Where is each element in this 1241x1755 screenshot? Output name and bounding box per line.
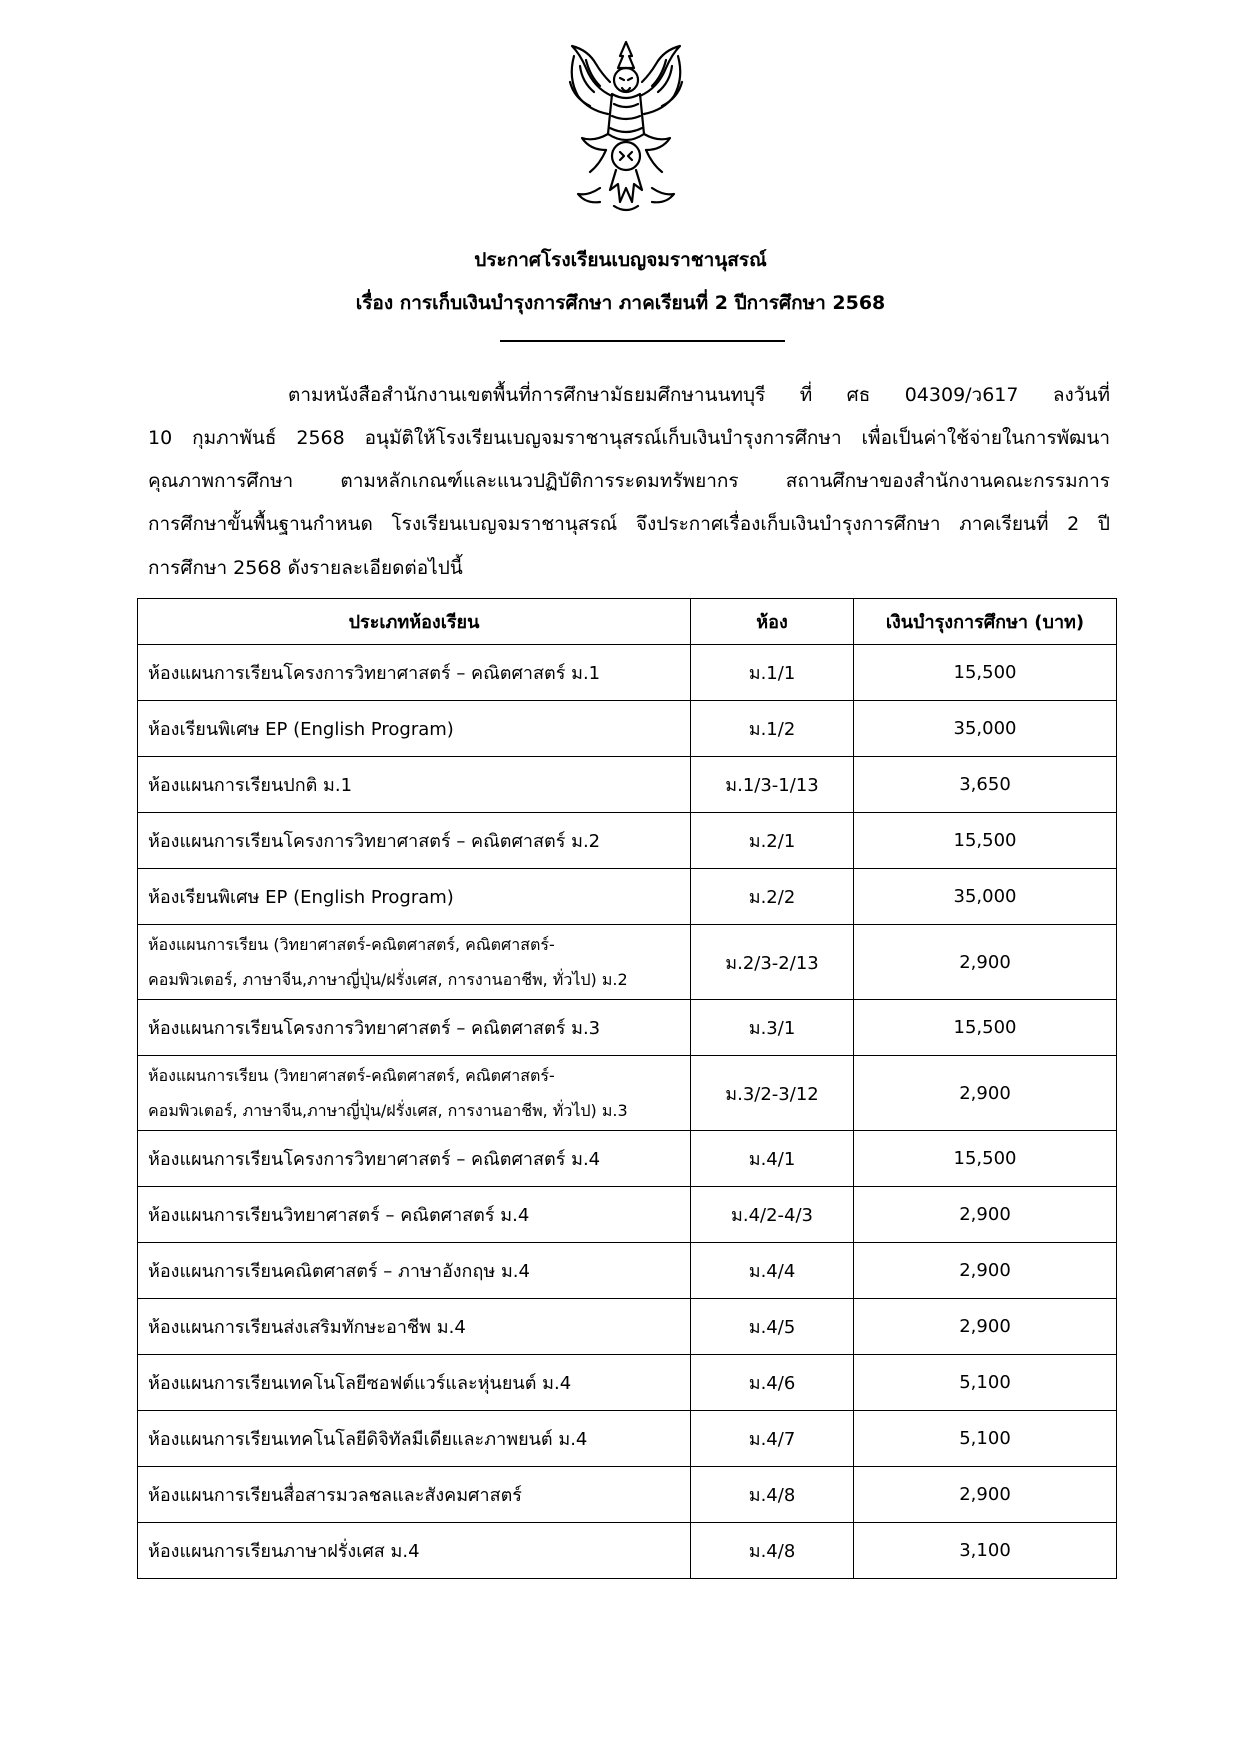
room-type: ห้องเรียนพิเศษ EP (English Program) — [138, 701, 691, 757]
room-type: ห้องแผนการเรียนโครงการวิทยาศาสตร์ – คณิตศาสตร์ ม.2 — [138, 813, 691, 869]
room: ม.1/1 — [691, 645, 854, 701]
fee: 35,000 — [854, 869, 1117, 925]
room-type-line: ห้องแผนการเรียน (วิทยาศาสตร์-คณิตศาสตร์, คณิตศาสตร์- — [148, 1066, 555, 1085]
room-type: ห้องแผนการเรียนโครงการวิทยาศาสตร์ – คณิตศาสตร์ ม.3 — [138, 1000, 691, 1056]
table-row — [138, 1299, 1117, 1355]
room-type: ห้องแผนการเรียนเทคโนโลยีดิจิทัลมีเดียและภาพยนต์ ม.4 — [138, 1411, 691, 1467]
room-type-line: คอมพิวเตอร์, ภาษาจีน,ภาษาญี่ปุ่น/ฝรั่งเศส, การงานอาชีพ, ทั่วไป) ม.3 — [148, 1101, 628, 1120]
fee: 2,900 — [854, 1056, 1117, 1131]
room-type: ห้องแผนการเรียนวิทยาศาสตร์ – คณิตศาสตร์ ม.4 — [138, 1187, 691, 1243]
room-type-line: ห้องแผนการเรียน (วิทยาศาสตร์-คณิตศาสตร์, คณิตศาสตร์- — [148, 935, 555, 954]
table-row — [138, 925, 1117, 1000]
table-row — [138, 813, 1117, 869]
announcement-title: ประกาศโรงเรียนเบญจมราชานุสรณ์ — [474, 249, 767, 271]
room-type: ห้องแผนการเรียนโครงการวิทยาศาสตร์ – คณิตศาสตร์ ม.1 — [138, 645, 691, 701]
room: ม.2/1 — [691, 813, 854, 869]
room: ม.4/1 — [691, 1131, 854, 1187]
title-divider — [500, 340, 785, 342]
room: ม.3/2-3/12 — [691, 1056, 854, 1131]
announcement-subject: เรื่อง การเก็บเงินบำรุงการศึกษา ภาคเรียนที่ 2 ปีการศึกษา 2568 — [355, 292, 886, 314]
fee: 15,500 — [854, 1000, 1117, 1056]
table-row — [138, 1000, 1117, 1056]
header-fee: เงินบำรุงการศึกษา (บาท) — [854, 599, 1117, 645]
room-type: ห้องแผนการเรียนคณิตศาสตร์ – ภาษาอังกฤษ ม.4 — [138, 1243, 691, 1299]
fee: 2,900 — [854, 1467, 1117, 1523]
room-type — [138, 1056, 691, 1131]
fee: 15,500 — [854, 1131, 1117, 1187]
table-row — [138, 757, 1117, 813]
table-row — [138, 1411, 1117, 1467]
table-row — [138, 1467, 1117, 1523]
table-row — [138, 645, 1117, 701]
fee: 5,100 — [854, 1411, 1117, 1467]
table-row — [138, 869, 1117, 925]
garuda-emblem-icon — [560, 38, 692, 218]
table-row — [138, 1056, 1117, 1131]
fee: 2,900 — [854, 925, 1117, 1000]
room-type: ห้องเรียนพิเศษ EP (English Program) — [138, 869, 691, 925]
table-row — [138, 1523, 1117, 1579]
fee: 2,900 — [854, 1299, 1117, 1355]
fee: 2,900 — [854, 1187, 1117, 1243]
table-row — [138, 701, 1117, 757]
table-header-row — [138, 599, 1117, 645]
room: ม.4/4 — [691, 1243, 854, 1299]
room-type: ห้องแผนการเรียนส่งเสริมทักษะอาชีพ ม.4 — [138, 1299, 691, 1355]
room: ม.1/2 — [691, 701, 854, 757]
header-room-type: ประเภทห้องเรียน — [138, 599, 691, 645]
body-line-1: ตามหนังสือสำนักงานเขตพื้นที่การศึกษามัธยมศึกษานนทบุรี ที่ ศธ 04309/ว617 ลงวันที่ — [288, 384, 1110, 406]
room: ม.2/3-2/13 — [691, 925, 854, 1000]
room: ม.4/7 — [691, 1411, 854, 1467]
body-line-4: การศึกษาขั้นพื้นฐานกำหนด โรงเรียนเบญจมราชานุสรณ์ จึงประกาศเรื่องเก็บเงินบำรุงการศึกษา ภาคเรียนที่ 2 ปี — [148, 513, 1110, 535]
room: ม.4/6 — [691, 1355, 854, 1411]
table-row — [138, 1131, 1117, 1187]
body-line-3: คุณภาพการศึกษา ตามหลักเกณฑ์และแนวปฏิบัติการระดมทรัพยากร สถานศึกษาของสำนักงานคณะกรรมการ — [148, 470, 1110, 492]
room: ม.2/2 — [691, 869, 854, 925]
room-type: ห้องแผนการเรียนสื่อสารมวลชลและสังคมศาสตร์ — [138, 1467, 691, 1523]
room-type: ห้องแผนการเรียนโครงการวิทยาศาสตร์ – คณิตศาสตร์ ม.4 — [138, 1131, 691, 1187]
room-type: ห้องแผนการเรียนปกติ ม.1 — [138, 757, 691, 813]
room-type — [138, 925, 691, 1000]
room: ม.4/5 — [691, 1299, 854, 1355]
room: ม.4/2-4/3 — [691, 1187, 854, 1243]
room: ม.1/3-1/13 — [691, 757, 854, 813]
fee: 3,100 — [854, 1523, 1117, 1579]
body-paragraph — [148, 374, 1110, 546]
fee: 5,100 — [854, 1355, 1117, 1411]
table-row — [138, 1355, 1117, 1411]
fee: 35,000 — [854, 701, 1117, 757]
fee-table — [137, 598, 1117, 1579]
room-type-line: คอมพิวเตอร์, ภาษาจีน,ภาษาญี่ปุ่น/ฝรั่งเศส, การงานอาชีพ, ทั่วไป) ม.2 — [148, 970, 628, 989]
fee: 15,500 — [854, 645, 1117, 701]
room-type: ห้องแผนการเรียนเทคโนโลยีซอฟต์แวร์และหุ่นยนต์ ม.4 — [138, 1355, 691, 1411]
table-row — [138, 1243, 1117, 1299]
fee: 15,500 — [854, 813, 1117, 869]
table-row — [138, 1187, 1117, 1243]
body-line-5: การศึกษา 2568 ดังรายละเอียดต่อไปนี้ — [148, 557, 463, 579]
room-type: ห้องแผนการเรียนภาษาฝรั่งเศส ม.4 — [138, 1523, 691, 1579]
room: ม.4/8 — [691, 1467, 854, 1523]
room: ม.4/8 — [691, 1523, 854, 1579]
body-line-2: 10 กุมภาพันธ์ 2568 อนุมัติให้โรงเรียนเบญจมราชานุสรณ์เก็บเงินบำรุงการศึกษา เพื่อเป็นค่าใช้จ่ายในการพัฒนา — [148, 427, 1110, 449]
fee: 2,900 — [854, 1243, 1117, 1299]
fee: 3,650 — [854, 757, 1117, 813]
room: ม.3/1 — [691, 1000, 854, 1056]
header-room: ห้อง — [691, 599, 854, 645]
